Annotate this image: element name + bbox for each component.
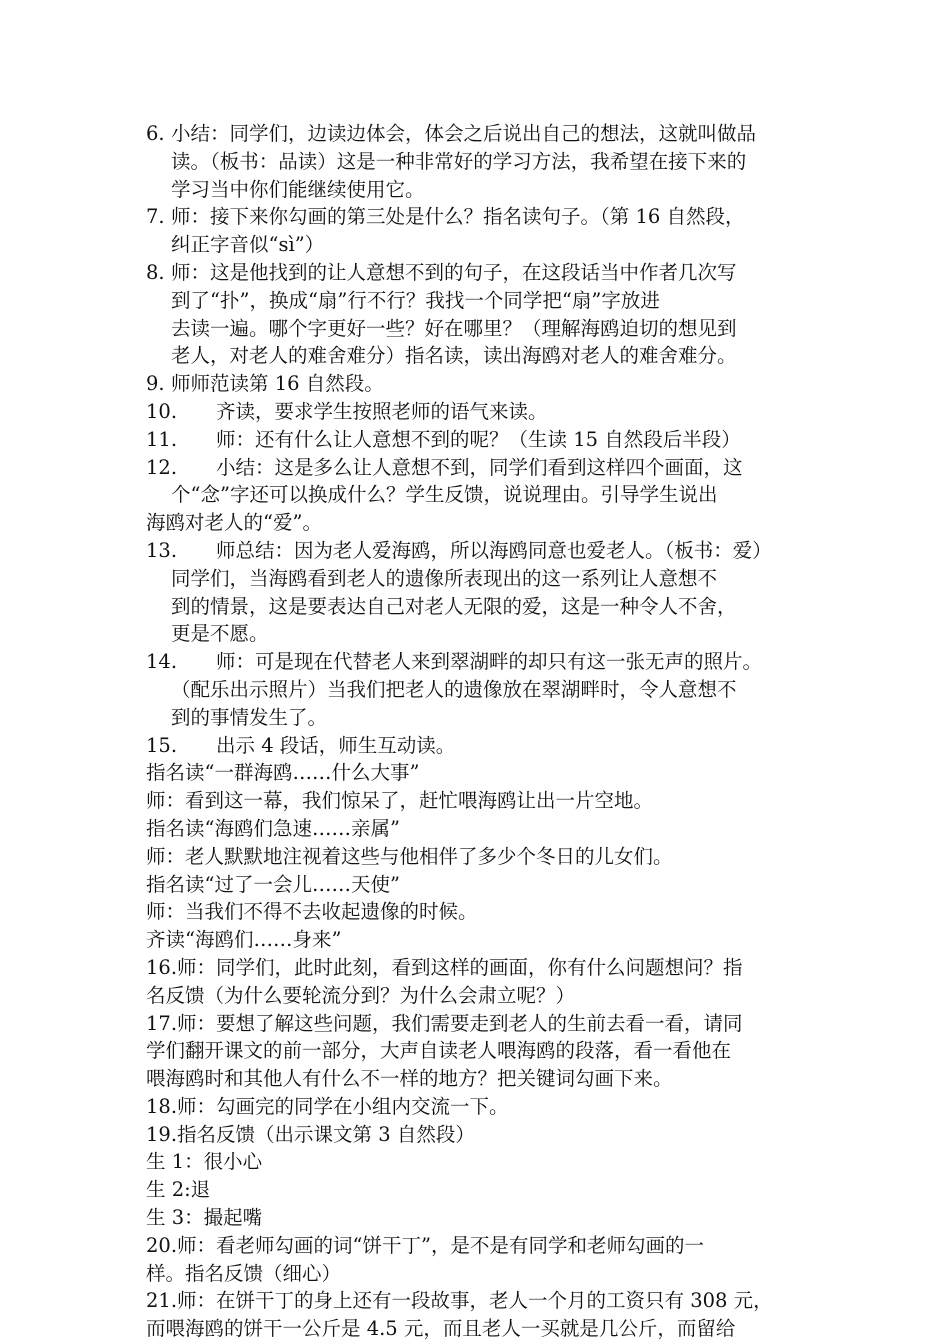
text-line: 名反馈（为什么要轮流分到？为什么会肃立呢？） — [146, 983, 576, 1007]
item-number: 11. — [146, 427, 178, 451]
item-text — [171, 370, 822, 398]
list-item — [146, 537, 822, 648]
text-line: 去读一遍。哪个字更好一些？好在哪里？（理解海鸥迫切的想见到 — [171, 316, 737, 340]
item-text — [171, 203, 822, 259]
text-line: 个“念”字还可以换成什么？学生反馈，说说理由。引导学生说出 — [171, 483, 718, 507]
document-body — [146, 120, 822, 1343]
item-number: 7. — [146, 205, 165, 229]
list-item — [146, 370, 822, 398]
list-item — [146, 120, 822, 203]
text-line: 同学们，当海鸥看到老人的遗像所表现出的这一系列让人意想不 — [171, 566, 718, 590]
item-text — [171, 537, 822, 648]
paragraph-line: 生 1：很小心 — [146, 1150, 263, 1174]
paragraph-line: 18.师：勾画完的同学在小组内交流一下。 — [146, 1094, 509, 1118]
paragraph-21 — [146, 1287, 822, 1343]
paragraph-line: 师：看到这一幕，我们惊呆了，赶忙喂海鸥让出一片空地。 — [146, 789, 654, 813]
paragraph-line: 师：老人默默地注视着这些与他相伴了多少个冬日的儿女们。 — [146, 844, 673, 868]
text-line: 更是不愿。 — [171, 622, 269, 646]
item-number: 15. — [146, 733, 178, 757]
list-item — [146, 454, 822, 537]
paragraph-line: 生 3：撮起嘴 — [146, 1206, 263, 1230]
text-line: 师：可是现在代替老人来到翠湖畔的却只有这一张无声的照片。 — [216, 650, 763, 674]
text-line: 海鸥对老人的“爱”。 — [146, 511, 322, 535]
paragraph-line: 指名读“一群海鸥……什么大事” — [146, 761, 420, 785]
item-text — [171, 398, 822, 426]
paragraph-16 — [146, 954, 822, 1010]
paragraph-line: 19.指名反馈（出示课文第 3 自然段） — [146, 1122, 475, 1146]
paragraph-line: 指名读“海鸥们急速……亲属” — [146, 816, 400, 840]
item-text — [171, 732, 822, 760]
text-line: 到了“扑”，换成“扇”行不行？我找一个同学把“扇”字放进 — [171, 288, 660, 312]
paragraph-line: 师：当我们不得不去收起遗像的时候。 — [146, 900, 478, 924]
text-line: 师师范读第 16 自然段。 — [171, 372, 384, 396]
item-number: 14. — [146, 650, 178, 674]
text-line: 到的事情发生了。 — [171, 705, 328, 729]
item-number: 12. — [146, 455, 178, 479]
text-line: 出示 4 段话，师生互动读。 — [216, 733, 456, 757]
item-number: 9. — [146, 372, 165, 396]
item-number: 6. — [146, 122, 165, 145]
text-line: 到的情景，这是要表达自己对老人无限的爱，这是一种令人不舍， — [171, 594, 737, 618]
text-line: 而喂海鸥的饼干一公斤是 4.5 元，而且老人一买就是几公斤，而留给 — [146, 1317, 736, 1341]
text-line: 小结：这是多么让人意想不到，同学们看到这样四个画面，这 — [216, 455, 743, 479]
item-number: 8. — [146, 260, 165, 284]
item-text — [171, 648, 822, 731]
text-line: 喂海鸥时和其他人有什么不一样的地方？把关键词勾画下来。 — [146, 1067, 673, 1091]
paragraph-line: 指名读“过了一会儿……天使” — [146, 872, 400, 896]
text-line: 17.师：要想了解这些问题，我们需要走到老人的生前去看一看，请同 — [146, 1011, 743, 1035]
text-line: 师：接下来你勾画的第三处是什么？指名读句子。（第 16 自然段， — [171, 205, 745, 229]
list-item — [146, 259, 822, 370]
text-line: 老人，对老人的难舍难分）指名读，读出海鸥对老人的难舍难分。 — [171, 344, 737, 368]
item-number: 13. — [146, 538, 178, 562]
text-line: 20.师：看老师勾画的词“饼干丁”，是不是有同学和老师勾画的一 — [146, 1233, 704, 1257]
text-line: 读。（板书：品读）这是一种非常好的学习方法，我希望在接下来的 — [171, 149, 747, 173]
text-line: 21.师：在饼干丁的身上还有一段故事，老人一个月的工资只有 308 元， — [146, 1289, 773, 1313]
paragraph-20 — [146, 1232, 822, 1288]
list-item — [146, 732, 822, 760]
text-line: 学们翻开课文的前一部分，大声自读老人喂海鸥的段落，看一看他在 — [146, 1039, 732, 1063]
list-item — [146, 203, 822, 259]
text-line: 样。指名反馈（细心） — [146, 1261, 342, 1285]
text-line: 学习当中你们能继续使用它。 — [171, 177, 425, 201]
text-line: 师：这是他找到的让人意想不到的句子，在这段话当中作者几次写 — [171, 260, 737, 284]
item-text — [171, 426, 822, 454]
text-line: 师总结：因为老人爱海鸥，所以海鸥同意也爱老人。（板书：爱） — [216, 538, 772, 562]
text-line: 师：还有什么让人意想不到的呢？（生读 15 自然段后半段） — [216, 427, 741, 451]
text-line: 16.师：同学们，此时此刻，看到这样的画面，你有什么问题想问？指 — [146, 955, 743, 979]
list-item — [146, 648, 822, 731]
paragraph-17 — [146, 1010, 822, 1093]
text-line: 小结：同学们，边读边体会，体会之后说出自己的想法，这就叫做品 — [171, 122, 757, 145]
list-item — [146, 426, 822, 454]
list-item — [146, 398, 822, 426]
item-number: 10. — [146, 399, 178, 423]
paragraph-line: 齐读“海鸥们……身来” — [146, 928, 342, 952]
text-line: 纠正字音似“sì”） — [171, 233, 325, 257]
text-line: （配乐出示照片）当我们把老人的遗像放在翠湖畔时，令人意想不 — [171, 677, 737, 701]
text-line: 齐读，要求学生按照老师的语气来读。 — [216, 399, 548, 423]
paragraph-line: 生 2:退 — [146, 1178, 211, 1202]
item-text — [171, 120, 822, 203]
item-text — [171, 259, 822, 370]
